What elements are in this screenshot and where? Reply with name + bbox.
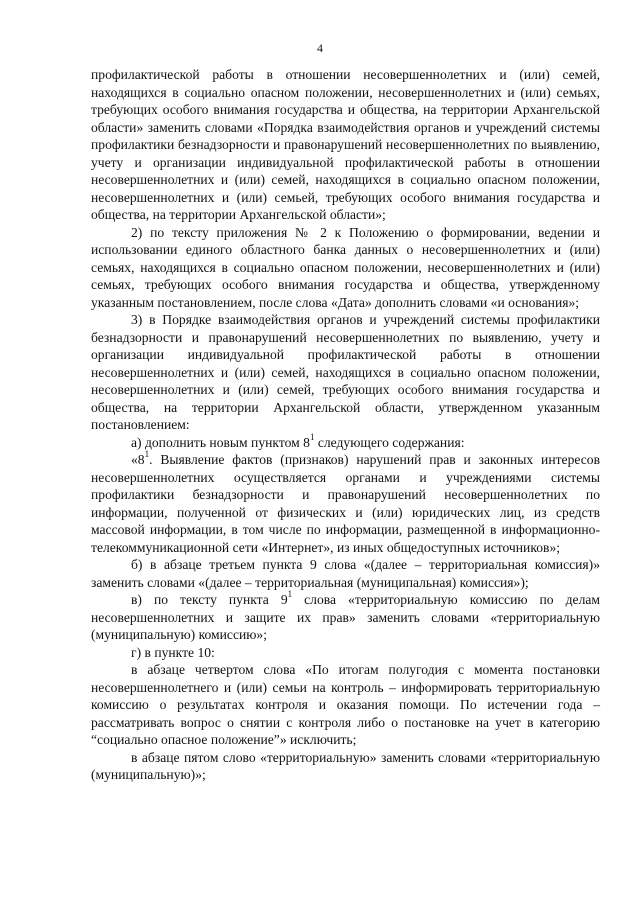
paragraph-item-3: 3) в Порядке взаимодействия органов и учреждений системы профилактики безнадзорности и правонарушений несовершеннолетних по выявлению, учету и организации индивидуальной профилактической работы в отношении несовершеннолетних и (или) семей, находящихся в социально опасном положении, несовершеннолетних и (или) семей, требующих особого внимания государства и общества, на территории Архангельской области, утвержденном указанным постановлением: bbox=[91, 312, 600, 432]
document-body bbox=[91, 66, 600, 784]
paragraph-item-2: 2) по тексту приложения № 2 к Положению о формировании, ведении и использовании единого областного банка данных о несовершеннолетних и (или) семьях, находящихся в социально опасном положении, несовершеннолетних и (или) семьях, требующих особого внимания государства и общества, утвержденному указанным постановлением, после слова «Дата» дополнить словами «и основания»; bbox=[91, 224, 600, 310]
page-number: 4 bbox=[317, 41, 323, 55]
paragraph-continuation: профилактической работы в отношении несовершеннолетних и (или) семей, находящихся в социально опасном положении, несовершеннолетних и (или) семьях, требующих особого внимания государства и общества, на территории Архангельской области» заменить словами «Порядка взаимодействия органов и учреждений системы профилактики безнадзорности и правонарушений несовершеннолетних по выявлению, учету и организации индивидуальной профилактической работы в отношении несовершеннолетних и (или) семей, находящихся в социально опасном положении, несовершеннолетних и (или) семьей, требующих особого внимания государства и общества, на территории Архангельской области»; bbox=[91, 67, 600, 222]
paragraph-abzac-5: в абзаце пятом слово «территориальную» заменить словами «территориальную (муниципальную)»; bbox=[91, 749, 600, 782]
superscript-one: 1 bbox=[287, 589, 293, 600]
paragraph-new-point-8-1: «$8^1$. Выявление фактов (признаков) нарушений прав и законных интересов несовершеннолетних осуществляется органами и учреждениями системы профилактики безнадзорности и правонарушений несовершеннолетних по информации, полученной от физических и (или) юридических лиц, из средств массовой информации, в том числе по информации, размещенной в информационно-телекоммуникационной сети «Интернет», из иных общедоступных источников»; bbox=[91, 449, 600, 555]
paragraph-subitem-g: г) в пункте 10: bbox=[131, 644, 215, 660]
paragraph-subitem-a: а) дополнить новым пунктом $8^1$ следующего содержания: bbox=[131, 431, 465, 450]
superscript-one: 1 bbox=[309, 431, 315, 442]
paragraph-abzac-4: в абзаце четвертом слова «По итогам полугодия с момента постановки несовершеннолетнего и (или) семьи на контроль – информировать территориальную комиссию о результатах контроля и оказания помощи. По истечении года – рассматривать вопрос о снятии с контроля либо о постановке на учет в категорию “социально опасное положение”» исключить; bbox=[91, 662, 600, 747]
paragraph-subitem-b: б) в абзаце третьем пункта 9 слова «(далее – территориальная комиссия)» заменить словами «(далее – территориальная (муниципальная) комиссия»); bbox=[91, 557, 600, 590]
superscript-one: 1 bbox=[144, 449, 150, 460]
paragraph-subitem-v: в) по тексту пункта $9^1$ слова «территориальную комиссию по делам несовершеннолетних и защите их прав» заменить словами «территориальную (муниципальную) комиссию»; bbox=[91, 589, 600, 642]
